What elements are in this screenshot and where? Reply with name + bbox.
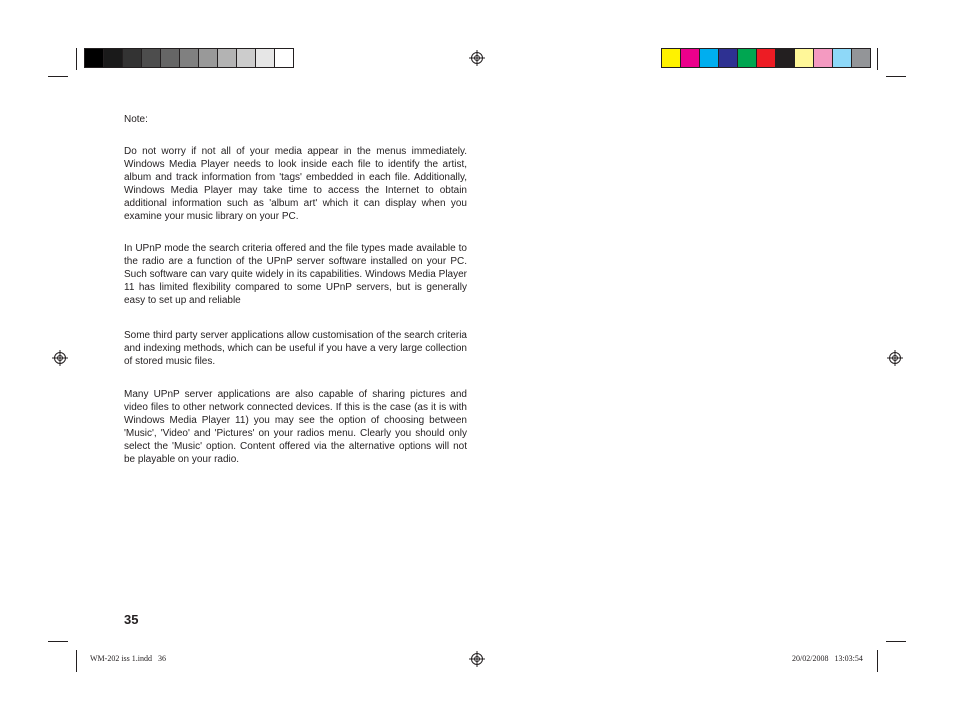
crop-mark <box>48 76 68 77</box>
paragraph-text: Do not worry if not all of your media appear in the menus immediately. Windows Media Player needs to look inside each file to identify the artist, album and track information from 'tags' embedded in each file. Additionally, Windows Media Player may take time to access the Internet to obtain additional information such as 'album art' which it can display when you examine your music library on your PC. <box>124 146 467 222</box>
registration-mark-icon <box>52 350 68 366</box>
crop-mark <box>886 76 906 77</box>
crop-mark <box>76 48 77 70</box>
color-swatch <box>680 48 700 68</box>
crop-mark <box>76 650 77 672</box>
slug-timestamp: 20/02/2008 13:03:54 <box>792 654 863 663</box>
color-swatch <box>217 48 237 68</box>
gray-calibration-bar <box>84 48 293 68</box>
color-swatch <box>851 48 871 68</box>
color-swatch <box>661 48 681 68</box>
color-swatch <box>103 48 123 68</box>
color-swatch <box>737 48 757 68</box>
color-calibration-bar <box>661 48 870 68</box>
color-swatch <box>718 48 738 68</box>
paragraph-text: Some third party server applications allow customisation of the search criteria and indexing methods, which can be useful if you have a very large collection of stored music files. <box>124 330 467 367</box>
slug-file-info: WM-202 iss 1.indd 36 <box>90 654 166 663</box>
crop-mark <box>877 48 878 70</box>
note-label: Note: <box>124 114 148 125</box>
crop-mark <box>48 641 68 642</box>
color-swatch <box>84 48 104 68</box>
crop-mark <box>886 641 906 642</box>
paragraph-text: Many UPnP server applications are also capable of sharing pictures and video files to other network connected devices. If this is the case (as it is with Windows Media Player 11) you may see the option of choosing between 'Music', 'Video' and 'Pictures' on your radios menu. Clearly you should only select the 'Music' option. Content offered via the alternative options will not be playable on your radio. <box>124 389 467 465</box>
color-swatch <box>775 48 795 68</box>
color-swatch <box>274 48 294 68</box>
color-swatch <box>141 48 161 68</box>
paragraph-third-party-servers <box>124 329 467 368</box>
registration-mark-icon <box>469 651 485 667</box>
paragraph-upnp-mode <box>124 242 467 307</box>
color-swatch <box>255 48 275 68</box>
paragraph-media-sharing <box>124 388 467 466</box>
paragraph-text: In UPnP mode the search criteria offered and the file types made available to the radio are a function of the UPnP server software installed on your PC. Such software can vary quite widely in its capabilities. Windows Media Player 11 has limited flexibility compared to some UPnP servers, but is generally easy to set up and reliable <box>124 243 467 306</box>
registration-mark-icon <box>887 350 903 366</box>
page-number: 35 <box>124 612 139 627</box>
color-swatch <box>160 48 180 68</box>
color-swatch <box>699 48 719 68</box>
color-swatch <box>122 48 142 68</box>
paragraph-media-indexing <box>124 145 467 223</box>
crop-mark <box>877 650 878 672</box>
color-swatch <box>198 48 218 68</box>
color-swatch <box>813 48 833 68</box>
color-swatch <box>236 48 256 68</box>
color-swatch <box>756 48 776 68</box>
color-swatch <box>179 48 199 68</box>
color-swatch <box>832 48 852 68</box>
registration-mark-icon <box>469 50 485 66</box>
color-swatch <box>794 48 814 68</box>
